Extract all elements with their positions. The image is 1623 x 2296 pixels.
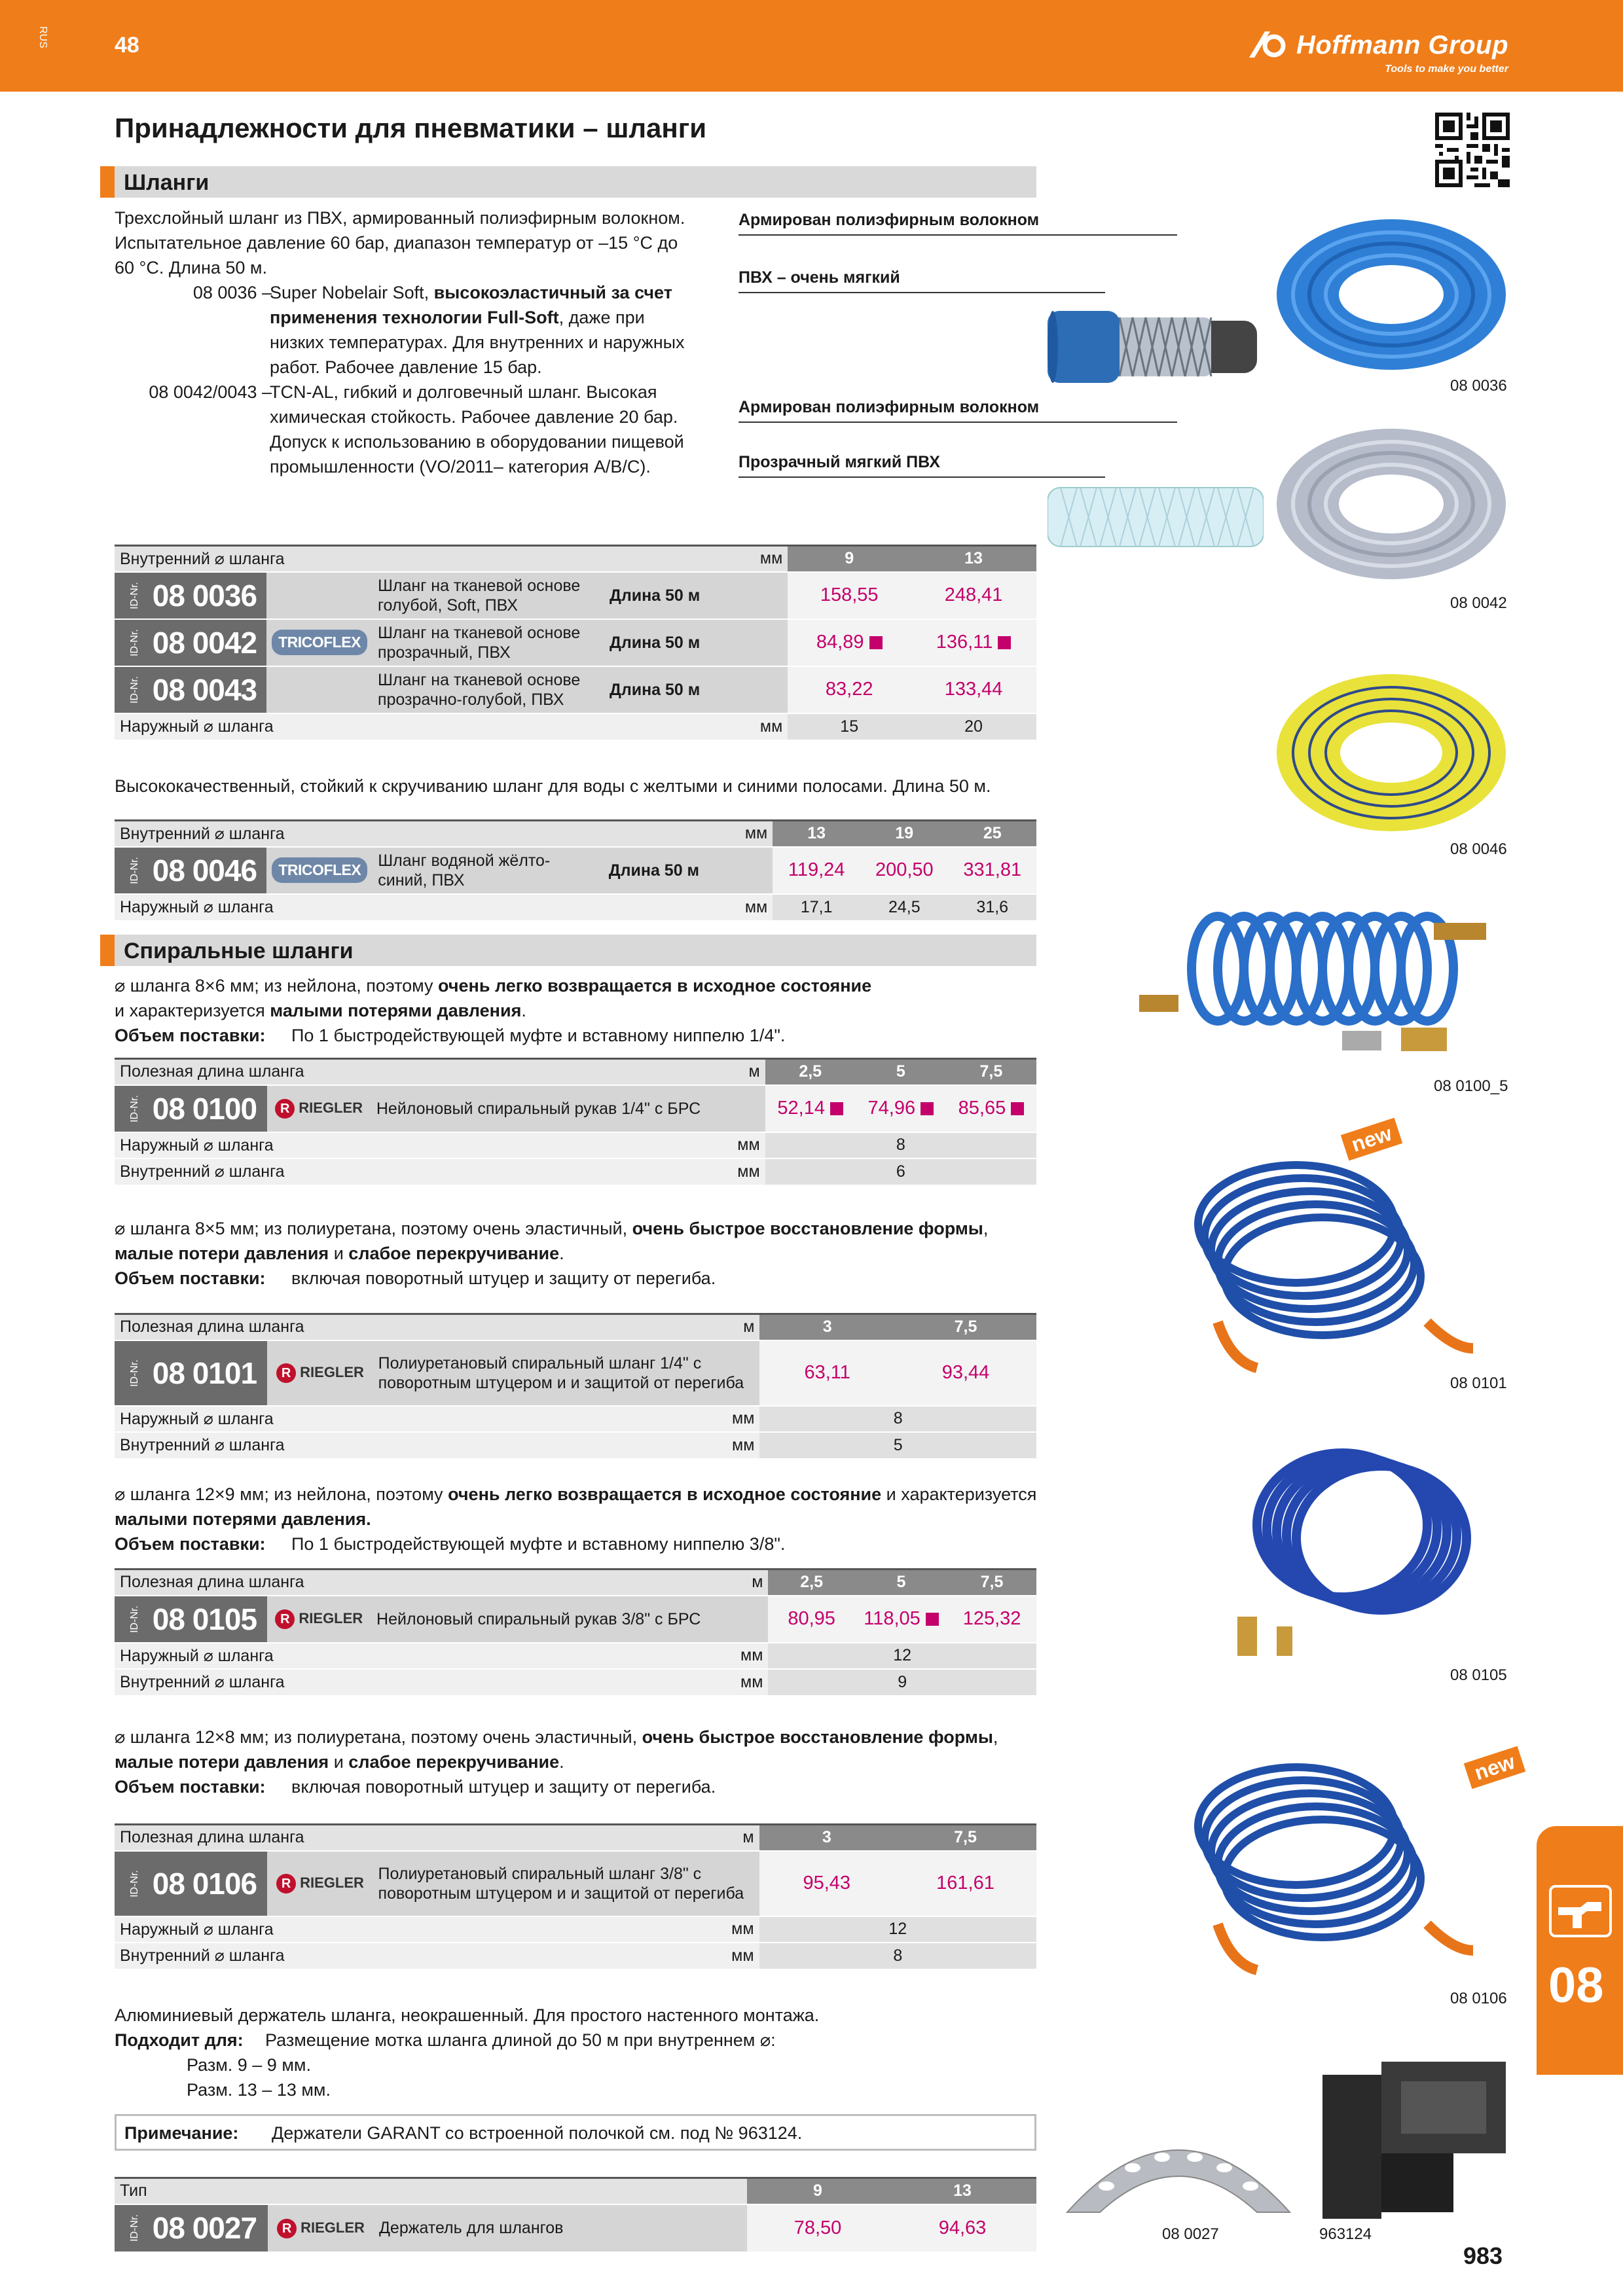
- foot-value: 15: [788, 713, 911, 740]
- size-header: 25: [949, 821, 1036, 847]
- foot-value: 9: [768, 1669, 1036, 1695]
- pneumatic-gun-icon: [1549, 1885, 1612, 1941]
- price[interactable]: 133,44: [911, 666, 1036, 713]
- chapter-tab[interactable]: [1537, 1826, 1623, 2075]
- new-price-marker-icon: [830, 1102, 843, 1115]
- price[interactable]: 93,44: [895, 1340, 1036, 1406]
- new-price-marker-icon: [921, 1102, 934, 1115]
- table-spiral-0100: [115, 1058, 1036, 1185]
- label-transparent-pvc: Прозрачный мягкий ПВХ: [739, 453, 940, 471]
- new-price-marker-icon: [869, 636, 883, 649]
- table-holder: [115, 2177, 1036, 2251]
- size-header: 9: [747, 2178, 888, 2204]
- label-reinforced-1: Армирован полиэфирным волокном: [739, 211, 1040, 229]
- table-foot-label: Наружный ⌀ шланга: [115, 1406, 727, 1432]
- table-hoses-1: [115, 545, 1036, 740]
- foot-value: 8: [759, 1406, 1036, 1432]
- table-foot-label: Внутренний ⌀ шланга: [115, 1669, 680, 1695]
- unit-label: мм: [680, 1669, 769, 1695]
- unit-label: м: [726, 1825, 759, 1851]
- image-caption: 08 0101: [1450, 1374, 1507, 1392]
- table-row[interactable]: ID-Nr. 08 0101 R RIEGLER Полиуретановый спиральный шланг 1/4" с поворотным штуцером и и защитой от перегиба 63,11 93,44: [115, 1340, 1036, 1406]
- product-description: Полиуретановый спиральный шланг 3/8" с поворотным штуцером и и защитой от перегиба: [373, 1851, 759, 1916]
- new-price-marker-icon: [998, 636, 1011, 649]
- price[interactable]: 136,11: [911, 619, 1036, 666]
- spiral-hose-0105-image: [1211, 1427, 1512, 1666]
- unit-label: мм: [680, 713, 788, 740]
- product-description: Нейлоновый спиральный рукав 1/4" с БРС: [371, 1085, 765, 1132]
- product-length: Длина 50 м: [604, 847, 773, 894]
- spiral-0100-description: ⌀ шланга 8×6 мм; из нейлона, поэтому очень легко возвращается в исходное состояние и характеризуется малыми потерями давления. Объем поставки: По 1 быстродействующей муфте и вставному ниппелю 1/4".: [115, 976, 872, 1045]
- tricoflex-logo: TRICOFLEX: [272, 630, 367, 655]
- price[interactable]: 95,43: [759, 1851, 894, 1916]
- image-caption: 08 0105: [1450, 1666, 1507, 1684]
- table-foot-label: Внутренний ⌀ шланга: [115, 1943, 726, 1969]
- article-number[interactable]: 08 0101: [152, 1355, 257, 1390]
- price[interactable]: 80,95: [768, 1596, 855, 1643]
- table-head-label: Полезная длина шланга: [115, 1570, 680, 1596]
- table-row[interactable]: ID-Nr. 08 0106 R RIEGLER Полиуретановый спиральный шланг 3/8" с поворотным штуцером и и защитой от перегиба 95,43 161,61: [115, 1851, 1036, 1916]
- foot-value: 12: [759, 1916, 1036, 1943]
- riegler-logo-icon: R: [276, 1363, 296, 1383]
- table-foot-label: Наружный ⌀ шланга: [115, 1643, 680, 1669]
- size-header: 7,5: [895, 1314, 1036, 1340]
- table-head-label: Тип: [115, 2178, 747, 2204]
- article-number[interactable]: 08 0100: [152, 1091, 257, 1126]
- table-row[interactable]: ID-Nr. 08 0105 R RIEGLER Нейлоновый спиральный рукав 3/8" с БРС 80,95 118,05 125,32: [115, 1596, 1036, 1643]
- size-header: 3: [759, 1314, 895, 1340]
- size-header: 13: [773, 821, 860, 847]
- product-length: Длина 50 м: [604, 572, 788, 619]
- new-badge: new: [1343, 1126, 1400, 1153]
- brand: [1248, 29, 1508, 75]
- table-foot-label: Наружный ⌀ шланга: [115, 894, 682, 920]
- product-description: Шланг водяной жёлто-синий, ПВХ: [373, 847, 604, 894]
- holder-description: Алюминиевый держатель шланга, неокрашенный. Для простого настенного монтажа. Подходит для: Размещение мотка шланга длиной до 50 м при внутреннем ⌀: Разм. 9 – 9 мм. Разм. 13 – 13 мм.: [115, 2005, 820, 2100]
- image-caption: 08 0100_5: [1434, 1077, 1508, 1095]
- qr-code-icon[interactable]: [1435, 113, 1510, 187]
- intro-desc-b: TCN-AL, гибкий и долговечный шланг. Высокая химическая стойкость. Рабочее давление 20 бар. Допуск к использованию в оборудовании пищевой промышленности (VO/2011– категория A/B/C).: [270, 382, 684, 476]
- price[interactable]: 248,41: [911, 572, 1036, 619]
- foot-value: 12: [768, 1643, 1036, 1669]
- foot-value: 24,5: [860, 894, 948, 920]
- riegler-logo: R RIEGLER: [277, 2219, 365, 2238]
- riegler-logo: R RIEGLER: [276, 1363, 364, 1383]
- image-caption: 08 0106: [1450, 1990, 1507, 2007]
- brand-name: Hoffmann Group: [1296, 31, 1508, 60]
- page-number-top: 48: [115, 33, 139, 58]
- page-title: Принадлежности для пневматики – шланги: [115, 113, 707, 143]
- spiral-hose-0100-image: [1126, 897, 1506, 1070]
- price[interactable]: 119,24: [773, 847, 860, 894]
- size-header: 5: [855, 1570, 947, 1596]
- label-reinforced-2: Армирован полиэфирным волокном: [739, 398, 1040, 416]
- new-price-marker-icon: [926, 1613, 939, 1626]
- price[interactable]: 125,32: [947, 1596, 1036, 1643]
- price[interactable]: 83,22: [788, 666, 911, 713]
- hose-coil-yellow-image: [1273, 655, 1509, 841]
- spiral-0105-description: ⌀ шланга 12×9 мм; из нейлона, поэтому очень легко возвращается в исходное состояние и характеризуется малыми потерями давления. Объем поставки: По 1 быстродействующей муфте и вставному ниппелю 3/8".: [115, 1484, 1037, 1554]
- article-number[interactable]: 08 0027: [152, 2211, 257, 2245]
- table-foot-label: Внутренний ⌀ шланга: [115, 1158, 678, 1185]
- foot-value: 8: [765, 1132, 1036, 1158]
- unit-label: мм: [727, 1432, 759, 1458]
- foot-value: 20: [911, 713, 1036, 740]
- price[interactable]: 74,96: [856, 1085, 946, 1132]
- price[interactable]: 200,50: [860, 847, 948, 894]
- garant-holder-image: [1316, 2055, 1512, 2229]
- size-header: 13: [888, 2178, 1036, 2204]
- foot-value: 5: [759, 1432, 1036, 1458]
- unit-label: мм: [682, 821, 773, 847]
- tricoflex-logo: TRICOFLEX: [272, 857, 367, 883]
- product-description: Нейлоновый спиральный рукав 3/8" с БРС: [371, 1596, 768, 1643]
- size-header: 2,5: [768, 1570, 855, 1596]
- price[interactable]: 52,14: [765, 1085, 856, 1132]
- label-pvc-soft: ПВХ – очень мягкий: [739, 268, 900, 287]
- unit-label: мм: [727, 1406, 759, 1432]
- riegler-logo-icon: R: [275, 1099, 295, 1119]
- article-number[interactable]: 08 0043: [152, 672, 257, 707]
- spiral-hose-0106-image: [1178, 1728, 1506, 1986]
- foot-value: 31,6: [949, 894, 1036, 920]
- foot-value: 8: [759, 1943, 1036, 1969]
- intro-code-b: 08 0042/0043 –: [149, 382, 272, 402]
- unit-label: м: [727, 1314, 759, 1340]
- table-foot-label: Внутренний ⌀ шланга: [115, 1432, 727, 1458]
- unit-label: мм: [726, 1943, 759, 1969]
- product-description: Держатель для шлангов: [374, 2204, 747, 2251]
- product-length: Длина 50 м: [604, 619, 788, 666]
- unit-label: мм: [682, 894, 773, 920]
- product-description: Шланг на тканевой основе прозрачный, ПВХ: [373, 619, 604, 666]
- size-header: 5: [856, 1059, 946, 1085]
- product-length: Длина 50 м: [604, 666, 788, 713]
- size-header: 13: [911, 546, 1036, 572]
- table-head-label: Внутренний ⌀ шланга: [115, 546, 680, 572]
- riegler-logo-icon: R: [277, 2219, 297, 2238]
- price[interactable]: 118,05: [855, 1596, 947, 1643]
- size-header: 7,5: [894, 1825, 1036, 1851]
- article-number[interactable]: 08 0042: [152, 625, 257, 660]
- product-description: Шланг на тканевой основе голубой, Soft, ПВХ: [373, 572, 604, 619]
- table-spiral-0101: [115, 1313, 1036, 1458]
- label-line: [739, 234, 1177, 236]
- holder-note: Примечание: Держатели GARANT со встроенной полочкой см. под № 963124.: [124, 2123, 803, 2143]
- article-number[interactable]: 08 0106: [152, 1866, 257, 1901]
- unit-label: мм: [680, 546, 788, 572]
- riegler-logo-icon: R: [275, 1609, 295, 1629]
- price[interactable]: 63,11: [759, 1340, 895, 1406]
- intro-desc-a: Super Nobelair Soft, высокоэластичный за счет применения технологии Full-Soft, даже при низких температурах. Для внутренних и наружных работ. Рабочее давление 15 бар.: [270, 283, 685, 377]
- unit-label: мм: [726, 1916, 759, 1943]
- size-header: 2,5: [765, 1059, 856, 1085]
- water-hose-description: Высококачественный, стойкий к скручиванию шланг для воды с желтыми и синими полосами. Длина 50 м.: [115, 776, 991, 796]
- table-foot-label: Наружный ⌀ шланга: [115, 713, 680, 740]
- new-price-marker-icon: [1011, 1102, 1024, 1115]
- price[interactable]: 94,63: [888, 2204, 1036, 2251]
- hose-coil-blue-image: [1273, 203, 1509, 376]
- table-head-label: Полезная длина шланга: [115, 1314, 727, 1340]
- price[interactable]: 331,81: [949, 847, 1036, 894]
- table-head-label: Полезная длина шланга: [115, 1825, 726, 1851]
- intro-text: Трехслойный шланг из ПВХ, армированный полиэфирным волокном. Испытательное давление 60 бар, диапазон температур от –15 °C до 60 °C. Длина 50 м.: [115, 208, 685, 278]
- new-badge: new: [1467, 1754, 1523, 1781]
- price[interactable]: 85,65: [946, 1085, 1036, 1132]
- table-spiral-0106: [115, 1823, 1036, 1969]
- section-header-spiral: Спиральные шланги: [100, 935, 1036, 966]
- foot-value: 17,1: [773, 894, 860, 920]
- table-row[interactable]: ID-Nr. 08 0100 R RIEGLER Нейлоновый спиральный рукав 1/4" с БРС 52,14 74,96 85,65: [115, 1085, 1036, 1132]
- price[interactable]: 78,50: [747, 2204, 888, 2251]
- table-foot-label: Наружный ⌀ шланга: [115, 1132, 678, 1158]
- spiral-hose-0101-image: [1178, 1126, 1506, 1384]
- price[interactable]: 161,61: [894, 1851, 1036, 1916]
- hose-coil-clear-image: [1273, 412, 1509, 586]
- brand-slogan: Tools to make you better: [1385, 63, 1508, 75]
- unit-label: мм: [680, 1643, 769, 1669]
- table-foot-label: Наружный ⌀ шланга: [115, 1916, 726, 1943]
- table-head-label: Полезная длина шланга: [115, 1059, 678, 1085]
- table-head-label: Внутренний ⌀ шланга: [115, 821, 682, 847]
- size-header: 7,5: [946, 1059, 1036, 1085]
- image-caption: 08 0027: [1162, 2225, 1219, 2243]
- section-header-hoses: Шланги: [100, 166, 1036, 198]
- size-header: 19: [860, 821, 948, 847]
- table-water-hose: [115, 819, 1036, 920]
- hose-cross-section-blue: [1048, 298, 1264, 393]
- table-row[interactable]: ID-Nr. 08 0046 TRICOFLEX Шланг водяной жёлто-синий, ПВХ Длина 50 м 119,24 200,50 331,81: [115, 847, 1036, 894]
- article-number[interactable]: 08 0036: [152, 578, 257, 613]
- table-row[interactable]: ID-Nr. 08 0042 TRICOFLEX Шланг на тканевой основе прозрачный, ПВХ Длина 50 м 84,89 136,11: [115, 619, 1036, 666]
- size-header: 7,5: [947, 1570, 1036, 1596]
- product-description: Полиуретановый спиральный шланг 1/4" с поворотным штуцером и и защитой от перегиба: [373, 1340, 760, 1406]
- language-tag: RUS: [37, 26, 48, 48]
- article-number[interactable]: 08 0105: [152, 1602, 257, 1636]
- foot-value: 6: [765, 1158, 1036, 1185]
- image-caption: 08 0046: [1450, 840, 1507, 858]
- unit-label: м: [680, 1570, 769, 1596]
- chapter-number: 08: [1548, 1958, 1604, 2013]
- product-description: Шланг на тканевой основе прозрачно-голубой, ПВХ: [373, 666, 604, 713]
- hoffmann-logo-icon: [1248, 29, 1287, 62]
- image-caption: 08 0036: [1450, 377, 1507, 395]
- unit-label: мм: [678, 1132, 765, 1158]
- image-caption: 963124: [1319, 2225, 1372, 2243]
- size-header: 3: [759, 1825, 894, 1851]
- page-number-bottom: 983: [1463, 2242, 1503, 2269]
- hose-cross-section-clear: [1048, 478, 1264, 560]
- table-row[interactable]: ID-Nr. 08 0027 R RIEGLER Держатель для шлангов 78,50 94,63: [115, 2204, 1036, 2251]
- price[interactable]: 158,55: [788, 572, 911, 619]
- table-row[interactable]: ID-Nr. 08 0036 Шланг на тканевой основе голубой, Soft, ПВХ Длина 50 м 158,55 248,41: [115, 572, 1036, 619]
- size-header: 9: [788, 546, 911, 572]
- hose-holder-image: [1061, 2114, 1296, 2222]
- article-number[interactable]: 08 0046: [152, 853, 257, 888]
- unit-label: мм: [678, 1158, 765, 1185]
- riegler-logo: R RIEGLER: [276, 1874, 364, 1893]
- intro-code-a: 08 0036 –: [192, 283, 272, 302]
- spiral-0106-description: ⌀ шланга 12×8 мм; из полиуретана, поэтому очень эластичный, очень быстрое восстановление формы, малые потери давления и слабое перекручивание. Объем поставки: включая поворотный штуцер и защиту от перегиба.: [115, 1727, 998, 1797]
- riegler-logo-icon: R: [276, 1874, 296, 1893]
- image-caption: 08 0042: [1450, 594, 1507, 612]
- table-spiral-0105: [115, 1568, 1036, 1695]
- spiral-0101-description: ⌀ шланга 8×5 мм; из полиуретана, поэтому очень эластичный, очень быстрое восстановление формы, малые потери давления и слабое перекручивание. Объем поставки: включая поворотный штуцер и защиту от перегиба.: [115, 1219, 989, 1288]
- riegler-logo: R RIEGLER: [275, 1609, 363, 1629]
- price[interactable]: 84,89: [788, 619, 911, 666]
- riegler-logo: R RIEGLER: [275, 1099, 363, 1119]
- table-row[interactable]: ID-Nr. 08 0043 Шланг на тканевой основе прозрачно-голубой, ПВХ Длина 50 м 83,22 133,44: [115, 666, 1036, 713]
- unit-label: м: [678, 1059, 765, 1085]
- label-line: [739, 292, 1105, 293]
- label-line: [739, 422, 1177, 423]
